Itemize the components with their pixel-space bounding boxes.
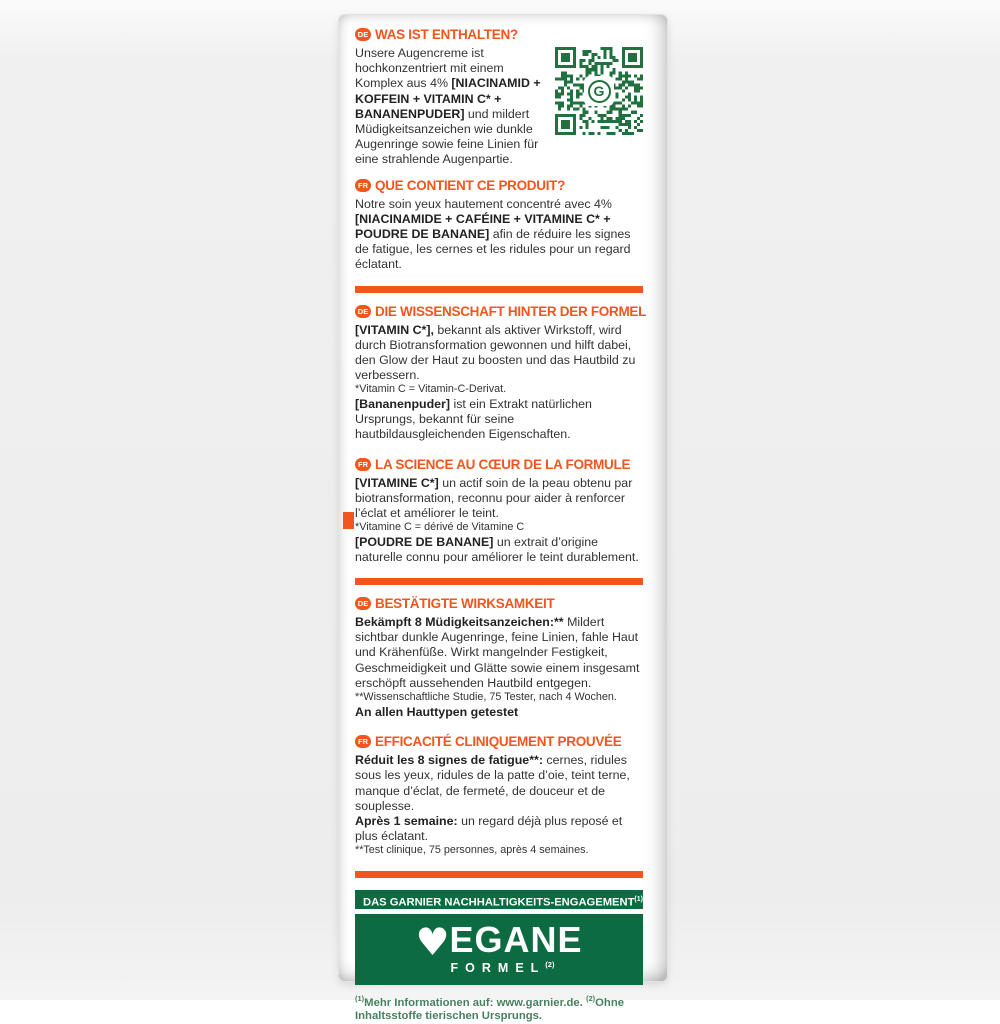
body-text: ist ein Extrakt natürlichen Ursprungs, bekannt für seine hautbildausgleichenden Eigenschaften. [355,396,592,442]
paragraph-fr-contents [355,197,643,273]
body-text: un regard déjà plus reposé et plus éclatant. [355,813,623,844]
body-text-bold: [VITAMINE C*] [355,475,439,490]
section-heading-de-science [355,303,647,319]
paragraph-de-science-1 [355,323,643,384]
vegane-logo [355,914,643,964]
vegane-logo-text: EGANE [449,918,583,960]
footnote-superscript: (2) [585,993,596,1003]
paragraph-fr-science-2 [355,535,643,565]
label-content [355,27,647,1023]
heading-text: QUE CONTIENT CE PRODUIT? [375,177,566,193]
section-heading-fr-science [355,457,643,472]
body-text: Notre soin yeux hautement concentré avec 4% [355,196,612,211]
orange-divider [355,286,643,293]
heart-v-icon: ♥ [415,919,451,964]
paragraph-fr-science-1 [355,476,643,522]
heading-text: DIE WISSENSCHAFT HINTER DER FORMEL [375,303,647,319]
body-text: cernes, ridules sous les yeux, ridules de la patte d’oie, teint terne, manque d’éclat, de fermeté, de douceur et de souplesse. [355,753,630,813]
section-heading-fr-efficacy [355,734,643,749]
body-text-bold: [Bananenpuder] [355,396,450,411]
product-box-back-panel [338,14,668,1023]
footnote-fr-efficacy: **Test clinique, 75 personnes, après 4 semaines. [355,844,589,857]
heading-text: BESTÄTIGTE WIRKSAMKEIT [375,596,555,612]
print-registration-mark [343,512,354,529]
banner-text: DAS GARNIER NACHHALTIGKEITS-ENGAGEMENT [363,896,635,909]
paragraph-de-efficacy [355,615,643,691]
heading-text: WAS IST ENTHALTEN? [375,27,518,42]
footnote-de-science: *Vitamin C = Vitamin-C-Derivat. [355,383,507,396]
body-text: un extrait d’origine naturelle connu pour améliorer le teint durablement. [355,534,639,564]
body-text-bold: [NIACINAMID + KOFFEIN + VITAMIN C* + BANANENPUDER] [355,76,541,121]
fr-language-badge: FR [355,179,371,192]
body-text: Mildert sichtbar dunkle Augenringe, feine Linien, fahle Haut und Krähenfüße. Wirkt mangelnder Festigkeit, Geschmeidigkeit und Glätte sowie einem insgesamt erschöpft aussehenden Hautbild entgegen. [355,615,640,690]
footnote-fr-science: *Vitamine C = dérivé de Vitamine C [355,521,525,534]
body-text-bold: [NIACINAMIDE + CAFÉINE + VITAMINE C* + POUDRE DE BANANE] [355,211,611,242]
claim-all-skin-types: An allen Hauttypen getestet [355,704,519,719]
orange-divider [355,578,643,585]
de-language-badge: DE [355,305,371,318]
heading-text: LA SCIENCE AU CŒUR DE LA FORMULE [375,456,631,472]
formel-label [355,960,643,975]
fr-language-badge: FR [355,458,371,471]
legal-footnotes [355,992,643,1024]
body-text-bold: [VITAMIN C*], [355,322,434,337]
section-heading-de-contents [355,27,643,42]
paragraph-de-contents [355,46,643,168]
footnote-text: Ohne Inhaltsstoffe tierischen Ursprungs. [355,996,624,1023]
qr-code[interactable] [555,47,643,135]
sustainability-banner [355,890,643,909]
body-text: un actif soin de la peau obtenu par biotransformation, reconnu pour aider à renforcer l’éclat et améliorer le teint. [355,475,633,520]
section-heading-fr-contents [355,178,643,193]
de-language-badge: DE [355,28,371,41]
formel-superscript: (2) [545,959,555,969]
heading-text: EFFICACITÉ CLINIQUEMENT PROUVÉE [375,734,622,750]
formel-text: FORMEL [450,960,546,975]
paragraph-fr-efficacy-2 [355,814,643,844]
footnote-text: Mehr Informationen auf: www.garnier.de. [364,996,586,1009]
orange-divider [355,871,643,878]
vegan-formula-block [355,914,643,985]
banner-superscript: (1) [634,895,643,903]
body-text: Unsere Augencreme ist hochkonzentriert mit einem Komplex aus 4% [355,46,504,91]
fr-language-badge: FR [355,735,371,748]
body-text-bold: Après 1 semaine: [355,813,458,828]
section-heading-de-efficacy [355,596,643,611]
body-text: afin de réduire les signes de fatigue, les cernes et les ridules pour un regard éclatant. [355,227,631,272]
body-text-bold: Réduit les 8 signes de fatigue**: [355,753,543,768]
body-text: und mildert Müdigkeitsanzeichen wie dunkle Augenringe sowie feine Linien für eine strahlende Augenpartie. [355,106,539,167]
body-text: bekannt als aktiver Wirkstoff, wird durch Biotransformation gewonnen und hilft dabei, den Glow der Haut zu boosten und das Hautbild zu verbessern. [355,322,636,383]
body-text-bold: [POUDRE DE BANANE] [355,534,494,549]
footnote-superscript: (1) [355,993,365,1003]
garnier-g-logo: G [584,76,614,106]
paragraph-fr-efficacy-1 [355,753,643,814]
body-text-bold: Bekämpft 8 Müdigkeitsanzeichen:** [355,615,564,630]
footnote-de-efficacy: **Wissenschaftliche Studie, 75 Tester, nach 4 Wochen. [355,691,617,704]
paragraph-de-science-2 [355,397,643,443]
de-language-badge: DE [355,597,371,610]
